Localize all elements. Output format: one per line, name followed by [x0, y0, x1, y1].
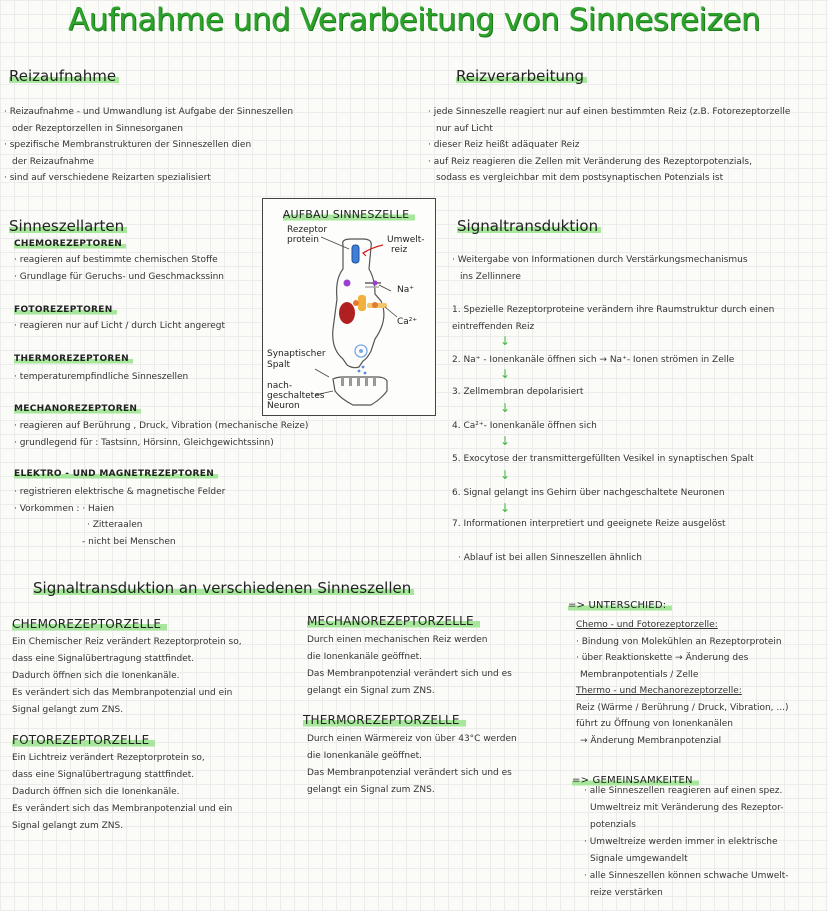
arrow-down-icon: ↓	[500, 401, 511, 415]
text-line: · auf Reiz reagieren die Zellen mit Veränderung des Rezeptorpotenzials,	[428, 156, 752, 167]
thermorezeptorzelle-text	[307, 731, 517, 799]
text-line: Ein Chemischer Reiz verändert Rezeptorprotein so,	[12, 637, 242, 647]
label-line: nach-	[267, 381, 293, 391]
arrow-down-icon: ↓	[500, 501, 511, 515]
elektrorezeptoren-text	[14, 484, 225, 550]
text-line: · Reizaufnahme - und Umwandlung ist Aufgabe der Sinneszellen	[4, 107, 294, 117]
text-line: potenzials	[590, 820, 636, 830]
step-5: 5. Exocytose der transmittergefüllten Vesikel in synaptischen Spalt	[452, 454, 754, 464]
gemeinsam-text	[584, 783, 789, 902]
fotorezeptorzelle-heading: FOTOREZEPTORZELLE	[12, 733, 155, 747]
text-line: · spezifische Membranstrukturen der Sinneszellen dien	[4, 140, 252, 150]
text-line: · Grundlage für Geruchs- und Geschmackssinn	[14, 271, 225, 282]
thermorezeptoren-text	[14, 369, 188, 386]
text-line: die Ionenkanäle geöffnet.	[307, 652, 422, 662]
text-line: Dadurch öffnen sich die Ionenkanäle.	[12, 787, 180, 797]
label-line: protein	[287, 235, 319, 245]
text-line: nur auf Licht	[436, 123, 493, 134]
label-umweltreiz	[387, 235, 425, 255]
text-line: · dieser Reiz heißt adäquater Reiz	[428, 140, 580, 150]
text-line: Signale umgewandelt	[590, 854, 688, 864]
text-line: Das Membranpotenzial verändert sich und es	[307, 768, 512, 778]
signaltransduktion-heading: Signaltransduktion	[457, 217, 601, 235]
text-line: · temperaturempfindliche Sinneszellen	[14, 372, 189, 382]
arrow-down-icon: ↓	[500, 334, 511, 348]
step-4: 4. Ca²⁺- Ionenkanäle öffnen sich	[452, 421, 597, 431]
label-line: Neuron	[267, 401, 300, 411]
step-2: 2. Na⁺ - Ionenkanäle öffnen sich → Na⁺- Ionen strömen in Zelle	[452, 355, 735, 365]
text-line: reize verstärken	[590, 888, 663, 898]
label-rezeptorprotein	[287, 225, 327, 245]
label-line: Spalt	[267, 360, 290, 370]
diagram-title: AUFBAU SINNESZELLE	[283, 208, 415, 221]
text-line: · Zitteraalen	[87, 520, 143, 530]
chemorezeptorzelle-text	[12, 634, 242, 719]
text-line: · über Reaktionskette → Änderung des	[576, 653, 749, 663]
unterschied-text	[576, 617, 788, 749]
step-text: 1. Spezielle Rezeptorproteine verändern ihre Raumstruktur durch einen	[452, 305, 775, 315]
text-line: · Umweltreize werden immer in elektrische	[584, 837, 778, 847]
text-line: gelangt ein Signal zum ZNS.	[307, 686, 435, 696]
text-line: Reiz (Wärme / Berührung / Druck, Vibration, ...)	[576, 702, 789, 713]
label-line: Umwelt-	[387, 235, 425, 245]
text-line: oder Rezeptorzellen in Sinnesorganen	[12, 123, 183, 134]
text-line: dass eine Signalübertragung stattfindet.	[12, 770, 195, 780]
text-line: Das Membranpotenzial verändert sich und es	[307, 669, 512, 679]
text-line: ins Zellinnere	[460, 271, 521, 282]
reizverarbeitung-text	[428, 104, 790, 187]
text-line: · reagieren auf Berührung , Druck, Vibration (mechanische Reize)	[14, 421, 309, 431]
label-ca: Ca²⁺	[397, 317, 418, 327]
sinneszellarten-heading: Sinneszellarten	[9, 217, 127, 235]
text-line: · grundlegend für : Tastsinn, Hörsinn, Gleichgewichtssinn)	[14, 437, 274, 448]
text-line: Durch einen Wärmereiz von über 43°C werden	[307, 734, 517, 744]
label-line: Synaptischer	[267, 349, 326, 359]
unterschied-heading-text: => UNTERSCHIED:	[568, 600, 672, 611]
text-line: · jede Sinneszelle reagiert nur auf einen bestimmten Reiz (z.B. Fotorezeptorzelle	[428, 107, 791, 117]
text-line: · Vorkommen : · Haien	[14, 503, 115, 514]
thermorezeptoren-heading: THERMOREZEPTOREN	[14, 354, 133, 364]
text-line: Ein Lichtreiz verändert Rezeptorprotein so,	[12, 753, 205, 763]
text-line: Es verändert sich das Membranpotenzial und ein	[12, 688, 233, 698]
elektrorezeptoren-heading: ELEKTRO - UND MAGNETREZEPTOREN	[14, 469, 218, 479]
arrow-down-icon: ↓	[500, 367, 511, 381]
label-line: Rezeptor	[287, 225, 328, 235]
page-title: Aufnahme und Verarbeitung von Sinnesreizen	[67, 2, 761, 38]
text-line: · Weitergabe von Informationen durch Verstärkungsmechanismus	[452, 255, 748, 265]
mechanorezeptorzelle-heading: MECHANOREZEPTORZELLE	[307, 614, 480, 628]
reizaufnahme-text	[4, 104, 293, 187]
chemorezeptoren-heading: CHEMOREZEPTOREN	[14, 239, 126, 249]
reizaufnahme-heading: Reizaufnahme	[9, 67, 119, 85]
arrow-down-icon: ↓	[500, 434, 511, 448]
text-line: · sind auf verschiedene Reizarten spezialisiert	[4, 173, 211, 183]
text-line: Signal gelangt zum ZNS.	[12, 821, 124, 831]
verschieden-heading: Signaltransduktion an verschiedenen Sinneszellen	[33, 579, 414, 597]
step-3: 3. Zellmembran depolarisiert	[452, 387, 584, 397]
mechanorezeptorzelle-text	[307, 632, 512, 700]
label-nachgeschaltetes-neuron	[267, 381, 324, 411]
text-line: führt zu Öffnung von Ionenkanälen	[576, 719, 733, 729]
text-line: · reagieren auf bestimmte chemischen Stoffe	[14, 255, 218, 265]
text-line: · Bindung von Molekühlen an Rezeptorprotein	[576, 636, 782, 647]
signaltransduktion-note: · Ablauf ist bei allen Sinneszellen ähnlich	[458, 553, 642, 563]
text-line: Umweltreiz mit Veränderung des Rezeptor-	[590, 803, 784, 813]
fotorezeptoren-text	[14, 318, 225, 335]
thermorezeptorzelle-heading: THERMOREZEPTORZELLE	[303, 713, 466, 727]
arrow-down-icon: ↓	[500, 468, 511, 482]
text-line: Durch einen mechanischen Reiz werden	[307, 635, 488, 645]
text-line: gelangt ein Signal zum ZNS.	[307, 785, 435, 795]
step-6: 6. Signal gelangt ins Gehirn über nachgeschaltete Neuronen	[452, 488, 725, 498]
chemorezeptorzelle-heading: CHEMOREZEPTORZELLE	[12, 617, 167, 631]
gemeinsam-heading-text: => GEMEINSAMKEITEN	[572, 775, 699, 786]
text-line: Membranpotentials / Zelle	[580, 669, 699, 680]
unterschied-heading	[568, 600, 672, 611]
text-line: sodass es vergleichbar mit dem postsynaptischen Potenzials ist	[436, 173, 724, 183]
text-line: → Änderung Membranpotenzial	[580, 735, 722, 746]
label-line: reiz	[391, 245, 408, 255]
reizverarbeitung-heading: Reizverarbeitung	[456, 67, 587, 85]
label-synaptischer-spalt	[267, 349, 326, 371]
text-line: dass eine Signalübertragung stattfindet.	[12, 654, 195, 664]
text-line: der Reizaufnahme	[12, 156, 95, 167]
text-line: die Ionenkanäle geöffnet.	[307, 751, 422, 761]
step-7: 7. Informationen interpretiert und geeignete Reize ausgelöst	[452, 519, 726, 529]
text-line: Es verändert sich das Membranpotenzial und ein	[12, 804, 233, 814]
fotorezeptoren-heading: FOTOREZEPTOREN	[14, 305, 117, 315]
text-line: · registrieren elektrische & magnetische Felder	[14, 487, 226, 497]
text-line: Signal gelangt zum ZNS.	[12, 705, 124, 715]
fotorezeptorzelle-text	[12, 750, 232, 835]
label-line: geschaltetes	[267, 391, 325, 401]
text-line: Dadurch öffnen sich die Ionenkanäle.	[12, 671, 180, 681]
step-text-cont: eintreffenden Reiz	[452, 321, 535, 332]
chemorezeptoren-text	[14, 252, 224, 285]
text-line: Chemo - und Fotorezeptorzelle:	[576, 620, 718, 630]
text-line: - nicht bei Menschen	[82, 536, 176, 547]
text-line: · alle Sinneszellen reagieren auf einen spez.	[584, 786, 783, 796]
label-na: Na⁺	[397, 285, 414, 295]
text-line: · alle Sinneszellen können schwache Umwelt-	[584, 871, 789, 881]
text-line: Thermo - und Mechanorezeptorzelle:	[576, 686, 742, 696]
signaltransduktion-intro	[452, 252, 748, 285]
step-1	[452, 302, 774, 335]
sinneszelle-diagram	[262, 198, 436, 416]
mechanorezeptoren-heading: MECHANOREZEPTOREN	[14, 404, 141, 414]
text-line: · reagieren nur auf Licht / durch Licht angeregt	[14, 321, 226, 331]
mechanorezeptoren-text	[14, 418, 308, 451]
